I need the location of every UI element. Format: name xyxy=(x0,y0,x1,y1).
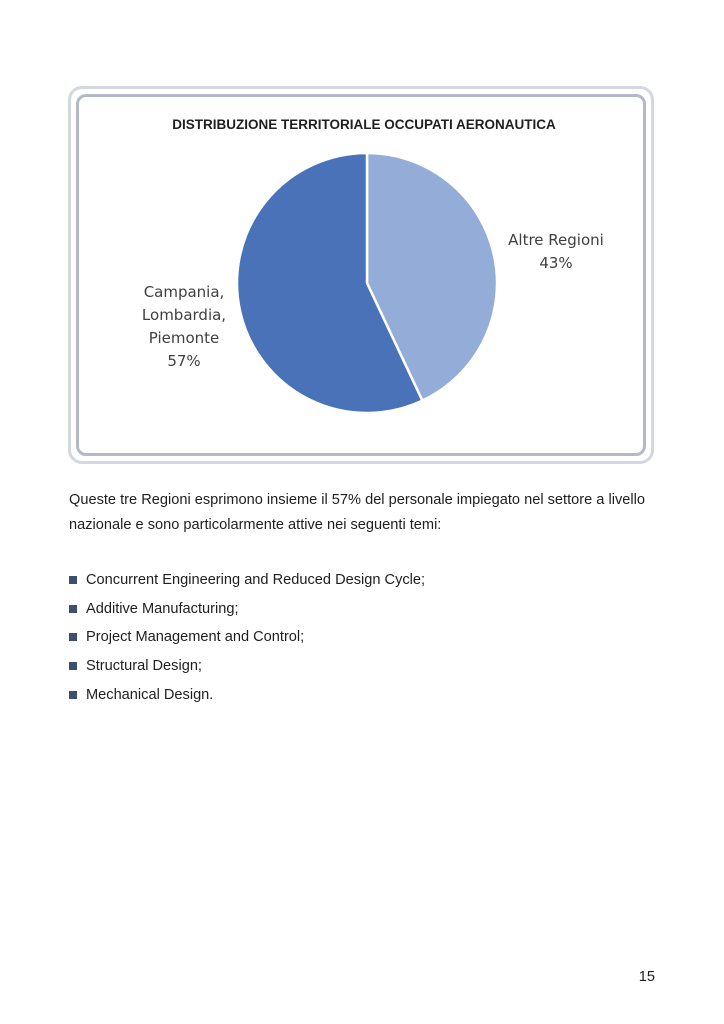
slice-label: Campania, Lombardia, Piemonte 57% xyxy=(141,283,227,370)
bullet-item xyxy=(69,680,425,709)
bullet-text: Mechanical Design. xyxy=(86,686,214,703)
square-bullet-icon xyxy=(69,605,77,613)
bullet-item xyxy=(69,595,425,624)
body-paragraph: Queste tre Regioni esprimono insieme il 57% del personale impiegato nel settore a livello nazionale e sono particolarmente attive nei seguenti temi: xyxy=(69,492,645,533)
page-number: 15 xyxy=(638,969,655,985)
bullet-text: Structural Design; xyxy=(86,658,202,675)
bullet-text: Additive Manufacturing; xyxy=(86,600,239,617)
bullet-item xyxy=(69,566,425,595)
bullet-item xyxy=(69,652,425,681)
square-bullet-icon xyxy=(69,576,77,584)
slice-label: Altre Regioni 43% xyxy=(508,231,604,272)
bullet-list xyxy=(69,566,425,709)
square-bullet-icon xyxy=(69,662,77,670)
bullet-text: Concurrent Engineering and Reduced Design Cycle; xyxy=(86,572,426,589)
chart-title: DISTRIBUZIONE TERRITORIALE OCCUPATI AERONAUTICA xyxy=(172,117,556,132)
square-bullet-icon xyxy=(69,633,77,641)
pie-slices xyxy=(237,153,497,413)
pie-chart xyxy=(71,89,657,467)
chart-frame xyxy=(68,86,654,464)
square-bullet-icon xyxy=(69,691,77,699)
bullet-item xyxy=(69,623,425,652)
bullet-text: Project Management and Control; xyxy=(86,629,305,646)
